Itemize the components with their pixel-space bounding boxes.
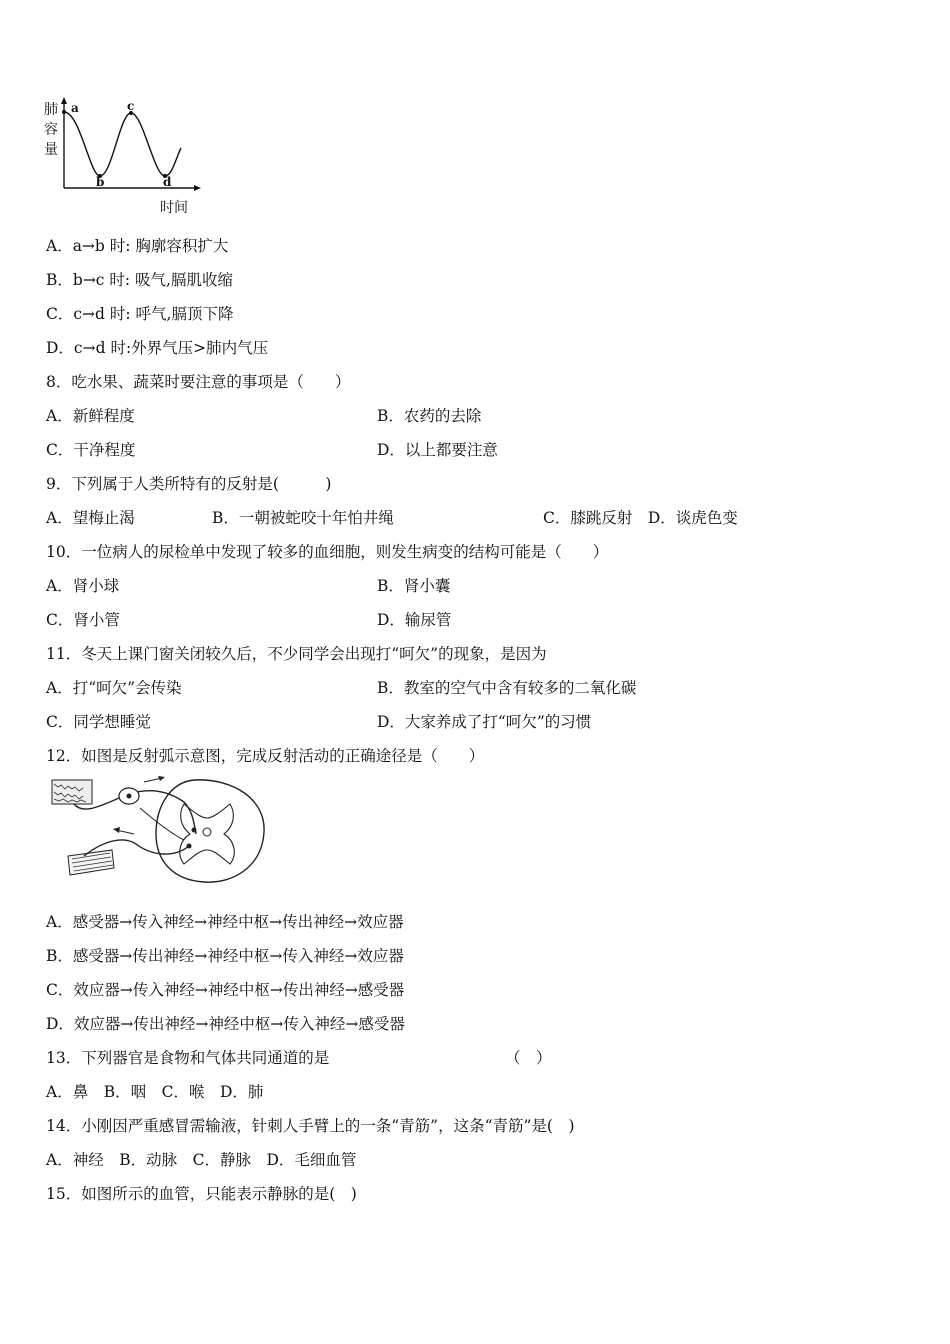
- y-label-1: 肺: [44, 102, 58, 118]
- lung-volume-curve: [64, 112, 181, 176]
- x-label: 时间: [160, 200, 188, 216]
- q9-option-cd[interactable]: C．膝跳反射 D．谈虎色变: [543, 509, 738, 527]
- q10-option-c[interactable]: C．肾小管: [46, 611, 120, 629]
- y-label-2: 容: [44, 122, 58, 138]
- reflex-arc-diagram: [44, 774, 269, 892]
- q8-option-b[interactable]: B．农药的去除: [377, 407, 482, 425]
- q12-stem: 12．如图是反射弧示意图，完成反射活动的正确途径是（ ）: [46, 747, 485, 765]
- q9-stem: 9．下列属于人类所特有的反射是( ): [46, 475, 332, 493]
- point-b: b: [96, 175, 105, 189]
- q13-stem: 13．下列器官是食物和气体共同通道的是: [46, 1049, 330, 1067]
- q8-option-c[interactable]: C．干净程度: [46, 441, 136, 459]
- point-d: d: [163, 175, 172, 189]
- q11-option-a[interactable]: A．打“呵欠”会传染: [46, 679, 182, 697]
- q8-option-d[interactable]: D．以上都要注意: [377, 441, 498, 459]
- q14-options[interactable]: A．神经 B．动脉 C．静脉 D．毛细血管: [46, 1151, 357, 1169]
- q8-stem: 8．吃水果、蔬菜时要注意的事项是（ ）: [46, 373, 351, 391]
- receptor-skin: [52, 780, 92, 804]
- q7-option-a[interactable]: A．a→b 时: 胸廓容积扩大: [46, 237, 229, 255]
- point-a: a: [71, 101, 79, 115]
- q13-answer-paren: （ ）: [505, 1049, 552, 1067]
- q10-option-b[interactable]: B．肾小囊: [377, 577, 451, 595]
- q10-stem: 10．一位病人的尿检单中发现了较多的血细胞，则发生病变的结构可能是（ ）: [46, 543, 609, 561]
- q8-option-a[interactable]: A．新鲜程度: [46, 407, 135, 425]
- q7-option-c[interactable]: C．c→d 时: 呼气,膈顶下降: [46, 305, 234, 323]
- q12-option-c[interactable]: C．效应器→传入神经→神经中枢→传出神经→感受器: [46, 981, 405, 999]
- q9-option-a[interactable]: A．望梅止渴: [46, 509, 135, 527]
- q13-options[interactable]: A．鼻 B．咽 C．喉 D．肺: [46, 1083, 264, 1101]
- q11-stem: 11．冬天上课门窗关闭较久后，不少同学会出现打“呵欠”的现象，是因为: [46, 645, 547, 663]
- q15-stem: 15．如图所示的血管，只能表示静脉的是( ): [46, 1185, 357, 1203]
- point-c: c: [127, 99, 135, 113]
- q11-option-c[interactable]: C．同学想睡觉: [46, 713, 151, 731]
- q7-option-b[interactable]: B．b→c 时: 吸气,膈肌收缩: [46, 271, 233, 289]
- q11-option-b[interactable]: B．教室的空气中含有较多的二氧化碳: [377, 679, 637, 697]
- q12-option-d[interactable]: D．效应器→传出神经→神经中枢→传入神经→感受器: [46, 1015, 405, 1033]
- effector-muscle: [68, 850, 114, 875]
- q9-option-b[interactable]: B．一朝被蛇咬十年怕井绳: [212, 509, 394, 527]
- q11-option-d[interactable]: D．大家养成了打“呵欠”的习惯: [377, 713, 592, 731]
- lung-volume-graph: [40, 96, 210, 221]
- q14-stem: 14．小刚因严重感冒需输液，针刺人手臂上的一条“青筋”，这条“青筋”是( ): [46, 1117, 575, 1135]
- q10-option-a[interactable]: A．肾小球: [46, 577, 120, 595]
- q12-option-b[interactable]: B．感受器→传出神经→神经中枢→传入神经→效应器: [46, 947, 404, 965]
- y-label-3: 量: [44, 142, 58, 158]
- q7-option-d[interactable]: D．c→d 时:外界气压>肺内气压: [46, 339, 269, 357]
- q10-option-d[interactable]: D．输尿管: [377, 611, 452, 629]
- q12-option-a[interactable]: A．感受器→传入神经→神经中枢→传出神经→效应器: [46, 913, 404, 931]
